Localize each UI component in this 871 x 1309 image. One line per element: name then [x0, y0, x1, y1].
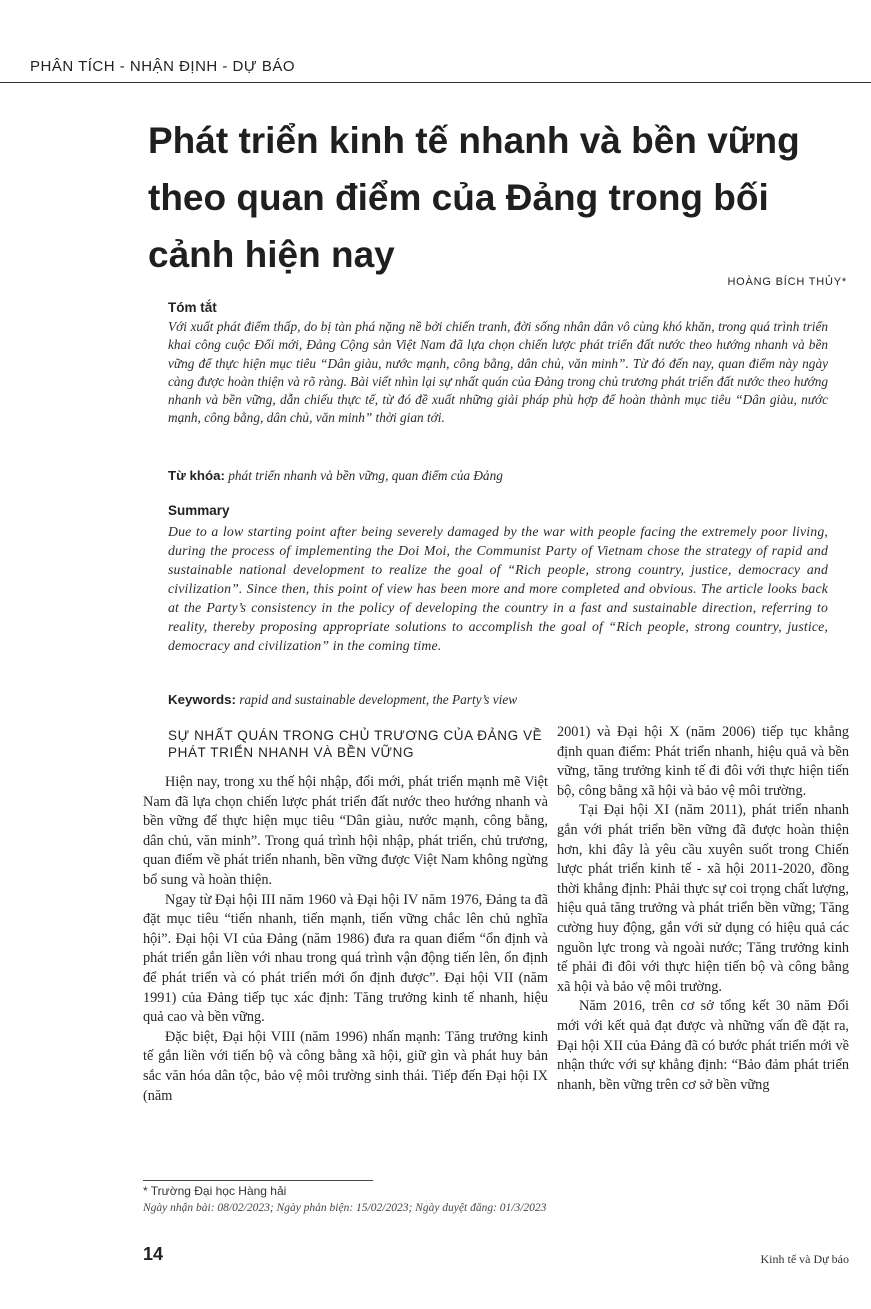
header-rule: [0, 82, 871, 83]
right-paragraph-1: 2001) và Đại hội X (năm 2006) tiếp tục khẳng định quan điểm: Phát triển nhanh, hiệu quả và bền vững, tăng trưởng kinh tế đi đôi với thực hiện tiến bộ, công bằng xã hội và bảo vệ môi trường.: [557, 724, 849, 799]
abstract-vi-text: Với xuất phát điểm thấp, do bị tàn phá nặng nề bởi chiến tranh, đời sống nhân dân vô cùng khó khăn, trong quá trình triển khai công cuộc Đổi mới, Đảng Cộng sản Việt Nam đã lựa chọn chiến lược phát triển đất nước theo hướng nhanh và bền vững để thực hiện mục tiêu “Dân giàu, nước mạnh, công bằng, dân chủ, văn minh”. Từ đó đến nay, quan điểm này ngày càng được hoàn thiện và rõ ràng. Bài viết nhìn lại sự nhất quán của Đảng trong chủ trương phát triển đất nước theo hướng nhanh và bền vững, dẫn chiếu thực tế, từ đó đề xuất những giải pháp phù hợp để hoàn thành mục tiêu “Dân giàu, nước mạnh, công bằng, dân chủ, văn minh” thời gian tới.: [168, 319, 828, 426]
left-paragraph-3: Đặc biệt, Đại hội VIII (năm 1996) nhấn mạnh: Tăng trưởng kinh tế gắn liền với tiến bộ và công bằng xã hội, giữ gìn và phát huy bản sắc văn hóa dân tộc, bảo vệ môi trường sinh thái. Tiếp đến Đại hội IX (năm: [143, 1028, 548, 1104]
section-heading: SỰ NHẤT QUÁN TRONG CHỦ TRƯƠNG CỦA ĐẢNG VỀ PHÁT TRIỂN NHANH VÀ BỀN VỮNG: [168, 728, 543, 760]
abstract-en-text: Due to a low starting point after being severely damaged by the war with people facing the extremely poor living, during the process of implementing the Doi Moi, the Communist Party of Vietnam chose the strategy of rapid and sustainable national development to realize the goal of “Rich people, strong country, justice, democracy and civilization”. Since then, this point of view has been more and more completed and obvious. The article looks back at the Party’s consistency in the policy of developing the country in a fast and sustainable direction, referring to reality, thereby proposing appropriate solutions to accomplish the goal of “Rich people, strong country, justice, democracy and civilization” in the coming time.: [168, 524, 828, 653]
keywords-en: [168, 692, 517, 708]
keywords-en-value: rapid and sustainable development, the Party’s view: [239, 692, 518, 707]
section-label: PHÂN TÍCH - NHẬN ĐỊNH - DỰ BÁO: [30, 58, 296, 75]
submission-dates: Ngày nhận bài: 08/02/2023; Ngày phản biện: 15/02/2023; Ngày duyệt đăng: 01/3/2023: [143, 1202, 547, 1214]
abstract-vi-heading: Tóm tắt: [168, 300, 217, 315]
article-title: Phát triển kinh tế nhanh và bền vững theo quan điểm của Đảng trong bối cảnh hiện nay: [148, 120, 800, 275]
keywords-vi-label: Từ khóa:: [168, 468, 225, 483]
left-column: [143, 773, 548, 1106]
journal-name: Kinh tế và Dự báo: [760, 1252, 849, 1266]
right-column: [557, 723, 849, 1095]
footnote: * Trường Đại học Hàng hải: [143, 1184, 287, 1198]
left-paragraph-1: Hiện nay, trong xu thế hội nhập, đổi mới, phát triển mạnh mẽ Việt Nam đã lựa chọn chiến lược phát triển đất nước theo hướng nhanh và bền vững để thực hiện mục tiêu “Dân giàu, nước mạnh, công bằng, dân chủ, văn minh”. Trong quá trình hội nhập, phát triển, chủ trương, quan điểm về phát triển nhanh, bền vững được Việt Nam không ngừng bổ sung và hoàn thiện.: [143, 774, 548, 888]
footnote-rule: [143, 1180, 373, 1181]
right-paragraph-2: Tại Đại hội XI (năm 2011), phát triển nhanh gắn với phát triển bền vững đã được hoàn thiện hơn, khi đây là yêu cầu xuyên suốt trong Chiến lược phát triển kinh tế - xã hội 2011-2020, đồng thời khẳng định: Phải thực sự coi trọng chất lượng, hiệu quả tăng trưởng và phát triển bền vững; Tăng cường huy động, gắn với sử dụng có hiệu quả các nguồn lực trong và ngoài nước; Tăng trưởng kinh tế phải đi đôi với thực hiện tiến bộ và công bằng xã hội và bảo vệ môi trường.: [557, 802, 849, 995]
article-author: HOÀNG BÍCH THỦY*: [727, 276, 847, 288]
keywords-vi: [168, 468, 503, 484]
keywords-vi-value: phát triển nhanh và bền vững, quan điểm của Đảng: [228, 468, 503, 483]
keywords-en-label: Keywords:: [168, 692, 236, 707]
abstract-en-heading: Summary: [168, 503, 230, 518]
page-number: 14: [143, 1244, 164, 1264]
right-paragraph-3: Năm 2016, trên cơ sở tổng kết 30 năm Đổi mới với kết quả đạt được và những vấn đề đặt ra, Đại hội XII của Đảng đã có bước phát triển mới về nhận thức với sự khẳng định: “Bảo đảm phát triển nhanh, bền vững trên cơ sở bền vững: [557, 998, 849, 1093]
left-paragraph-2: Ngay từ Đại hội III năm 1960 và Đại hội IV năm 1976, Đảng ta đã đặt mục tiêu “tiến nhanh, tiến mạnh, tiến vững chắc lên chủ nghĩa hội”. Đại hội VI của Đảng (năm 1986) đưa ra quan điểm “ổn định và phát triển gắn liền với nhau trong quá trình vận động tiến lên, ổn định để phát triển và có phát triển mới ổn định được”. Đại hội VII (năm 1991) của Đảng tiếp tục xác định: Tăng trưởng kinh tế nhanh, hiệu quả cao và bền vững.: [143, 891, 548, 1026]
